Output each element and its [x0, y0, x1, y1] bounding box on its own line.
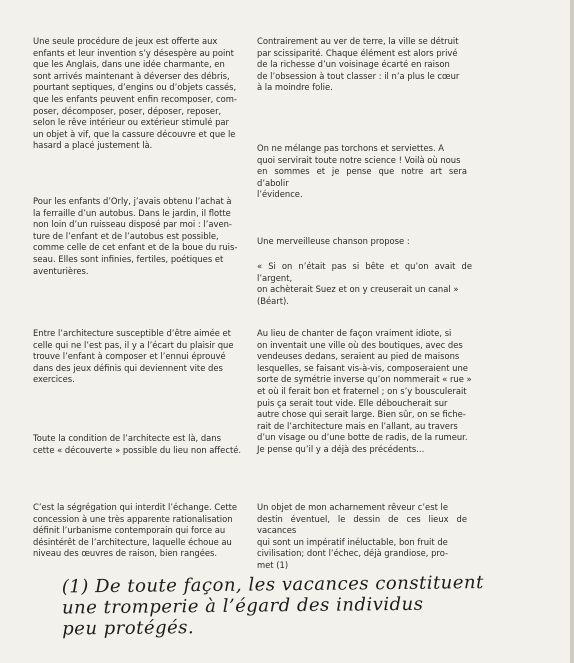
page-edge — [570, 0, 574, 663]
left-paragraph-3: Entre l’architecture susceptible d’être aimée et celle qui ne l’est pas, il y a l’écart du plaisir que trouve l’enfant à composer et l’ennui éprouvé dans des jeux définis qui deviennent vite des exercices. — [33, 328, 234, 385]
right-paragraph-4: Au lieu de chanter de façon vraiment idiote, si on inventait une ville où des boutiques, avec des vendeuses dedans, seraient au pied de maisons lesquelles, se faisant vis-à-vis, composeraient une sorte de symétrie inverse qu’on nommerait « rue » et où il ferait bon et fraternel ; on s’y bousculerait puis ça serait tout vide. Elle déboucherait sur autre chose qui serait large. Bien sûr, on se fiche- rait de l’architecture mais en l’allant, au travers d’un visage ou d’une botte de radis, de la rumeur. Je pense qu’il y a déjà des précédents... — [257, 328, 472, 454]
right-paragraph-5: Un objet de mon acharnement rêveur c’est le destin éventuel, le dessin de ces lieux de vacances qui sont un impératif inéluctable, bon fruit de civilisation; dont l’échec, déjà grandiose, pro- met (1) — [257, 502, 467, 570]
right-paragraph-3: Une merveilleuse chanson propose : — [257, 236, 410, 246]
left-paragraph-2: Pour les enfants d’Orly, j’avais obtenu l’achat à la ferraille d’un autobus. Dans le jardin, il flotte non loin d’un ruisseau disposé par moi : l’aven- ture de l’enfant et de l’autobus est possible, comme celle de cet enfant et de la boue du ruis- seau. Elles sont infinies, fertiles, poétiques et aventurières. — [33, 196, 238, 276]
left-paragraph-1: Une seule procédure de jeux est offerte aux enfants et leur invention s’y désespère au point que les Anglais, dans une idée charmante, en sont arrivés maintenant à déverser des débris, pourtant septiques, d’engins ou d’objets cassés, que les enfants peuvent enfin recomposer, com- poser, décomposer, poser, déposer, reposer, selon le rêve intérieur ou extérieur stimulé par un objet à vif, que la cassure découvre et que le hasard a placé justement là. — [33, 36, 237, 151]
right-paragraph-2: On ne mélange pas torchons et serviettes. A quoi servirait toute notre science ! Voilà où nous en sommes et je pense que notre art sera d’abolir l’évidence. — [257, 143, 467, 200]
left-paragraph-4: Toute la condition de l’architecte est là, dans cette « découverte » possible du lieu non affecté. — [33, 433, 242, 455]
left-paragraph-5: C’est la ségrégation qui interdit l’échange. Cette concession à une très apparente rationalisation définit l’urbanisme contemporain qui force au désintérêt de l’architecture, laquelle échoue au niveau des œuvres de raison, bien rangées. — [33, 502, 238, 559]
right-quote: « Si on n’était pas si bête et qu’on avait de l’argent, on achèterait Suez et on y creuserait un canal » (Béart). — [257, 261, 472, 306]
right-paragraph-1: Contrairement au ver de terre, la ville se détruit par scissiparité. Chaque élément est alors privé de la richesse d’un voisinage écarté en raison de l’obsession à tout classer : il n’a plus le cœur à la moindre folie. — [257, 36, 460, 93]
handwritten-footnote: (1) De toute façon, les vacances constituent une tromperie à l’égard des individus peu protégés. — [61, 572, 484, 640]
